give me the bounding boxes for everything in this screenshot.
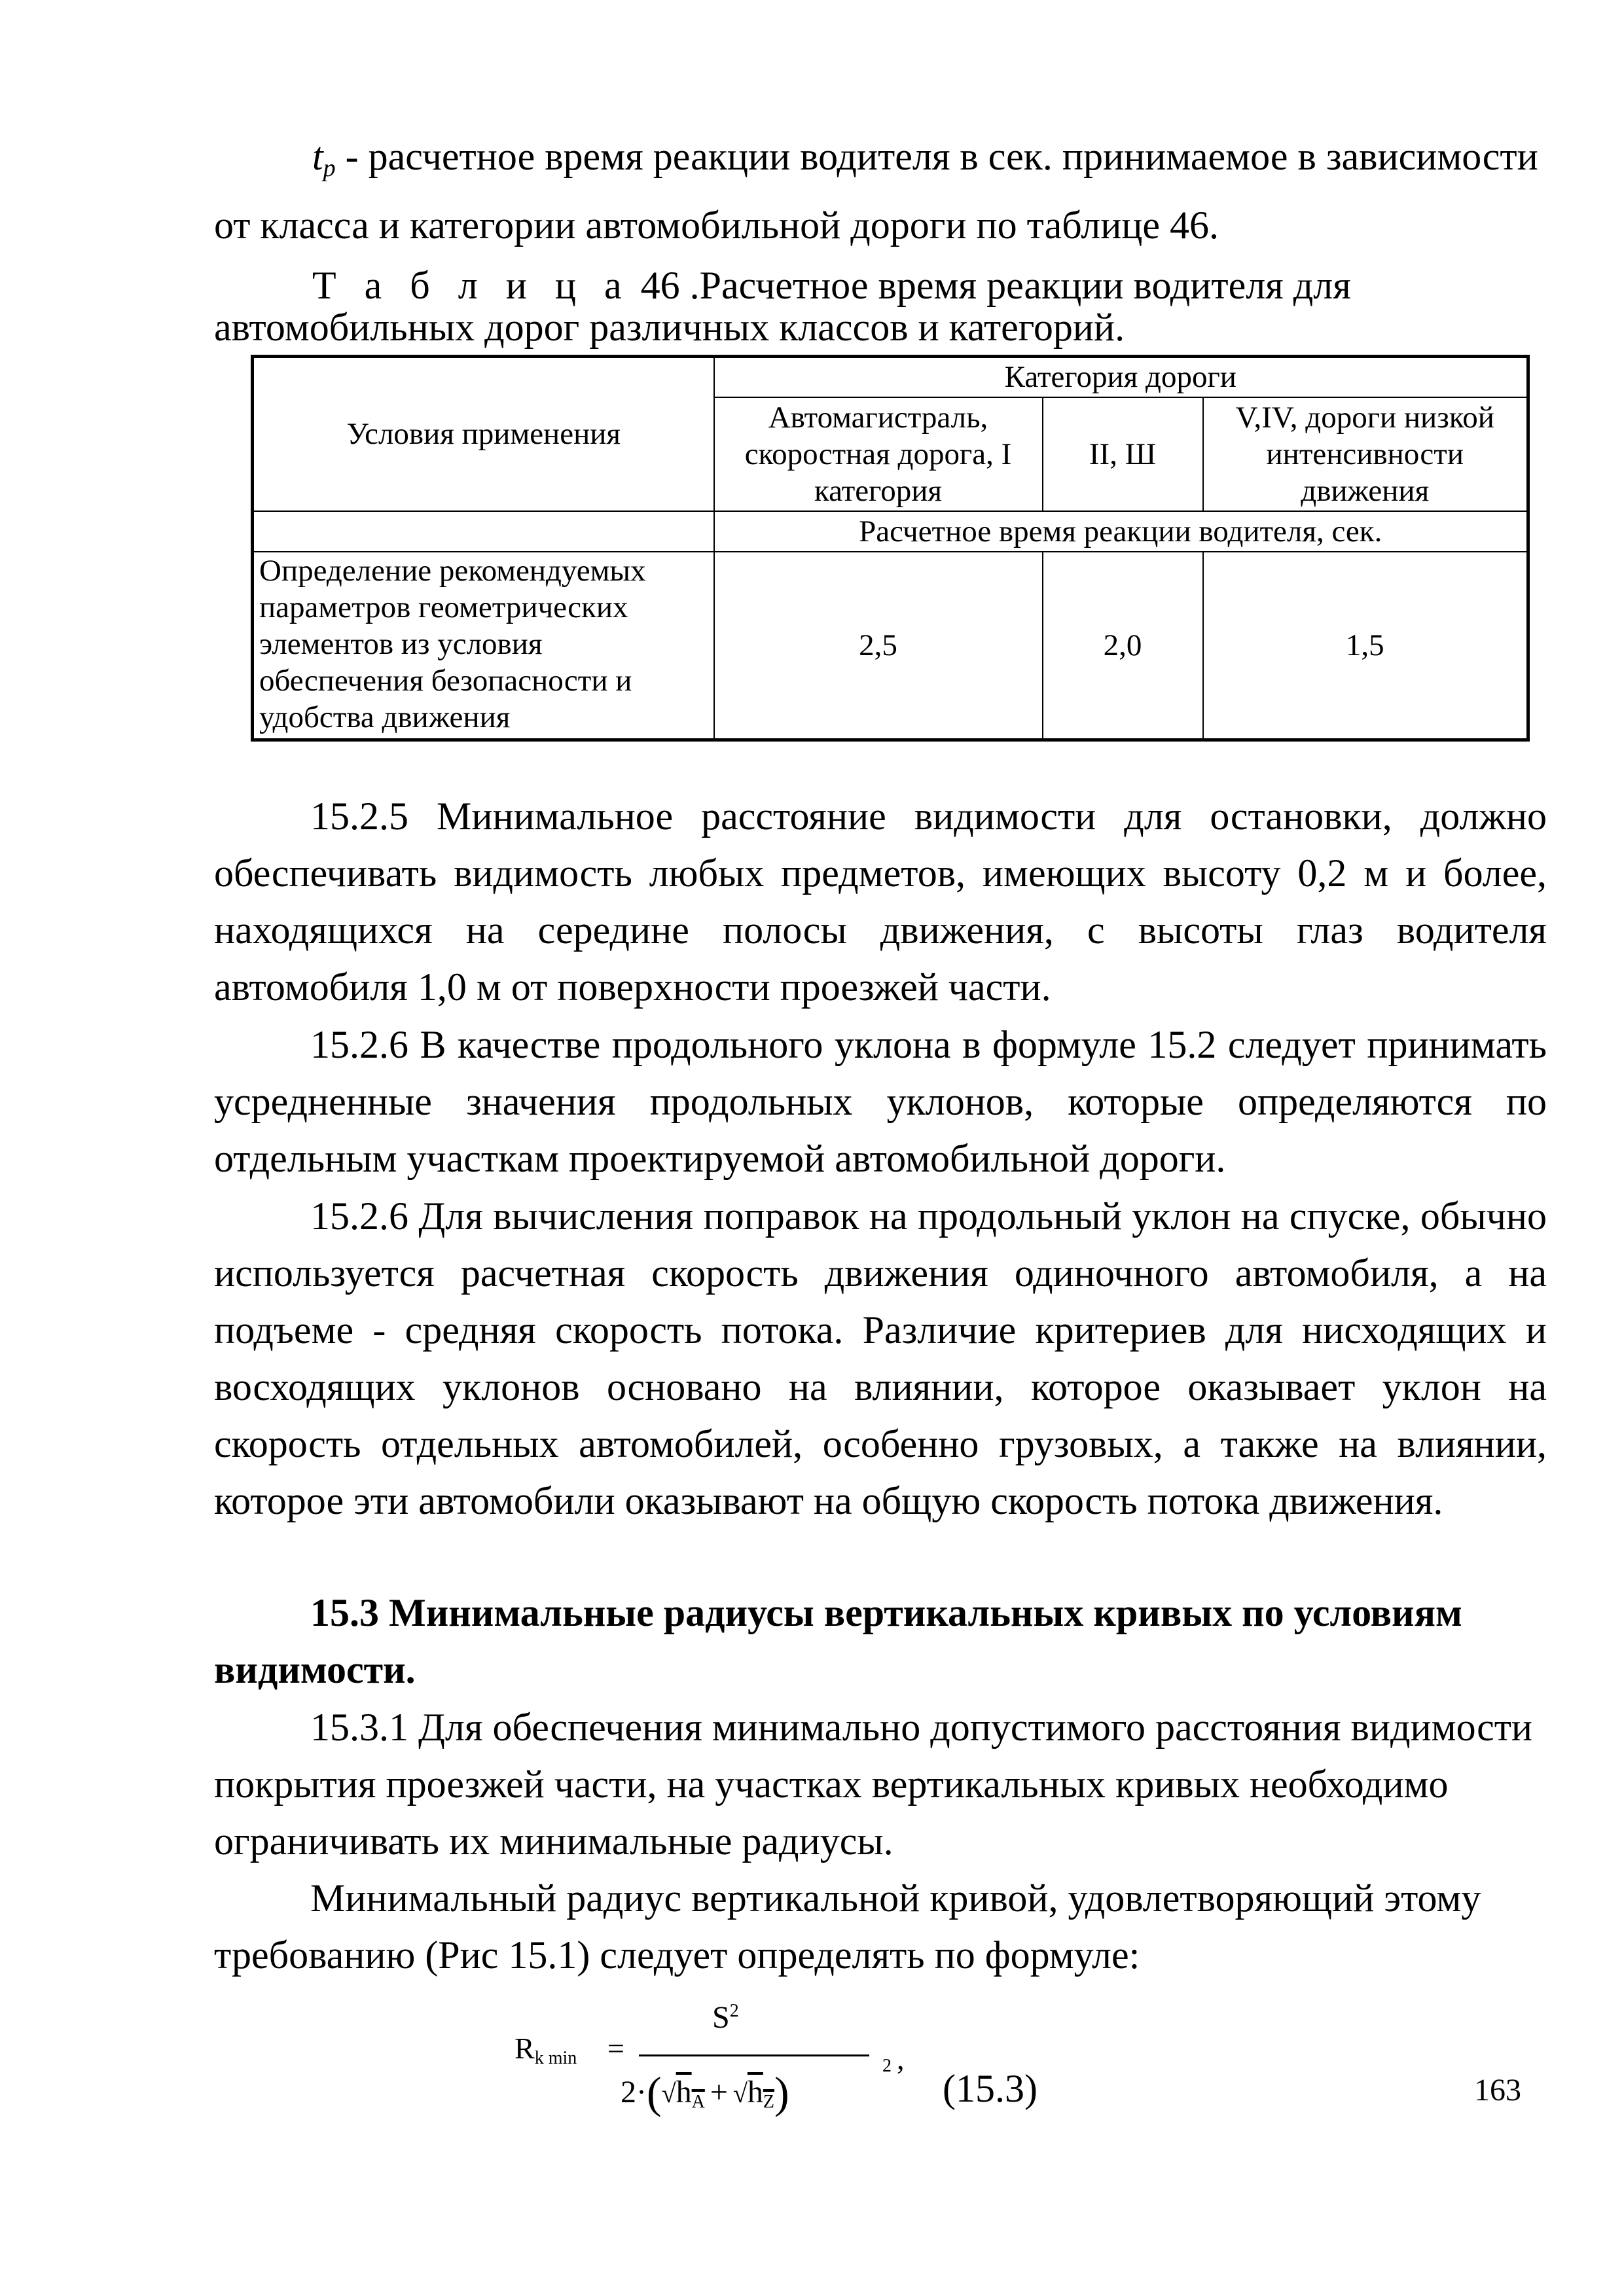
intro-line2: от класса и категории автомобильной дороги по таблице 46. [214, 204, 1219, 247]
formula-equals: = [607, 2032, 624, 2065]
page-number: 163 [1474, 2073, 1521, 2108]
tp-symbol: $t_p$ [312, 135, 336, 182]
formula-number: (15.3) [943, 2067, 1038, 2110]
table-caption-text: Расчетное время реакции водителя для автомобильных дорог различных классов и категорий. [214, 264, 1351, 349]
table-caption-number: 46 . [630, 264, 700, 307]
row-condition: Определение рекомендуемых параметров геометрических элементов из условия обеспечения безопасности и удобства движения [253, 552, 714, 740]
formula-numerator: $S^2$ [712, 2000, 739, 2035]
unit-row-reaction-time: Расчетное время реакции водителя, сек. [714, 511, 1528, 552]
col-header-category-1: Автомагистраль, скоростная дорога, I категория [714, 397, 1043, 511]
paragraph-15-2-6-a: 15.2.6 В качестве продольного уклона в формуле 15.2 следует принимать усредненные значения продольных уклонов, которые определяются по отдельным участкам проектируемой автомобильной дороги. [214, 1023, 1547, 1180]
group-header-road-category: Категория дороги [714, 357, 1528, 397]
table-46 [251, 355, 1530, 742]
formula-denominator-exponent: 2 [882, 2056, 892, 2076]
intro-definition [214, 128, 1547, 254]
value-category-4-5: 1,5 [1203, 552, 1528, 740]
intro-line1: - расчетное время реакции водителя в сек. принимаемое в зависимости [335, 135, 1538, 178]
paragraph-formula-intro: Минимальный радиус вертикальной кривой, удовлетворяющий этому требованию (Рис 15.1) следует определять по формуле: [214, 1876, 1481, 1977]
formula-comma: , [897, 2042, 905, 2075]
formula-lhs: Rk min [514, 2032, 577, 2068]
paragraph-15-2-6-b: 15.2.6 Для вычисления поправок на продольный уклон на спуске, обычно используется расчетная скорость движения одиночного автомобиля, а на подъеме - средняя скорость потока. Различие критериев для нисходящих и восходящих уклонов основано на влиянии, которое оказывает уклон на скорость отдельных автомобилей, особенно грузовых, а также на влиянии, которое эти автомобили оказывают на общую скорость потока движения. [214, 1194, 1547, 1522]
formula-15-3 [511, 2000, 1231, 2130]
col-header-category-4-5: V,IV, дороги низкой интенсивности движения [1203, 397, 1528, 511]
paragraph-15-3-1: 15.3.1 Для обеспечения минимально допустимого расстояния видимости покрытия проезжей части, на участках вертикальных кривых необходимо ограничивать их минимальные радиусы. [214, 1706, 1533, 1863]
formula-denominator: 2·(√hA + √hZ) [621, 2068, 789, 2117]
fraction-bar [639, 2054, 869, 2056]
empty-cell [253, 511, 714, 552]
col-header-category-2-3: II, Ш [1043, 397, 1203, 511]
section-heading-15-3: 15.3 Минимальные радиусы вертикальных кривых по условиям видимости. [214, 1591, 1462, 1691]
value-category-1: 2,5 [714, 552, 1043, 740]
paragraph-15-2-5: 15.2.5 Минимальное расстояние видимости для остановки, должно обеспечивать видимость любых предметов, имеющих высоту 0,2 м и более, находящихся на середине полосы движения, с высоты глаз водителя автомобиля 1,0 м от поверхности проезжей части. [214, 795, 1547, 1009]
table-caption-label: Т а б л и ц а [312, 264, 631, 307]
value-category-2-3: 2,0 [1043, 552, 1203, 740]
col-header-conditions: Условия применения [253, 357, 714, 511]
table-caption [214, 264, 1547, 348]
